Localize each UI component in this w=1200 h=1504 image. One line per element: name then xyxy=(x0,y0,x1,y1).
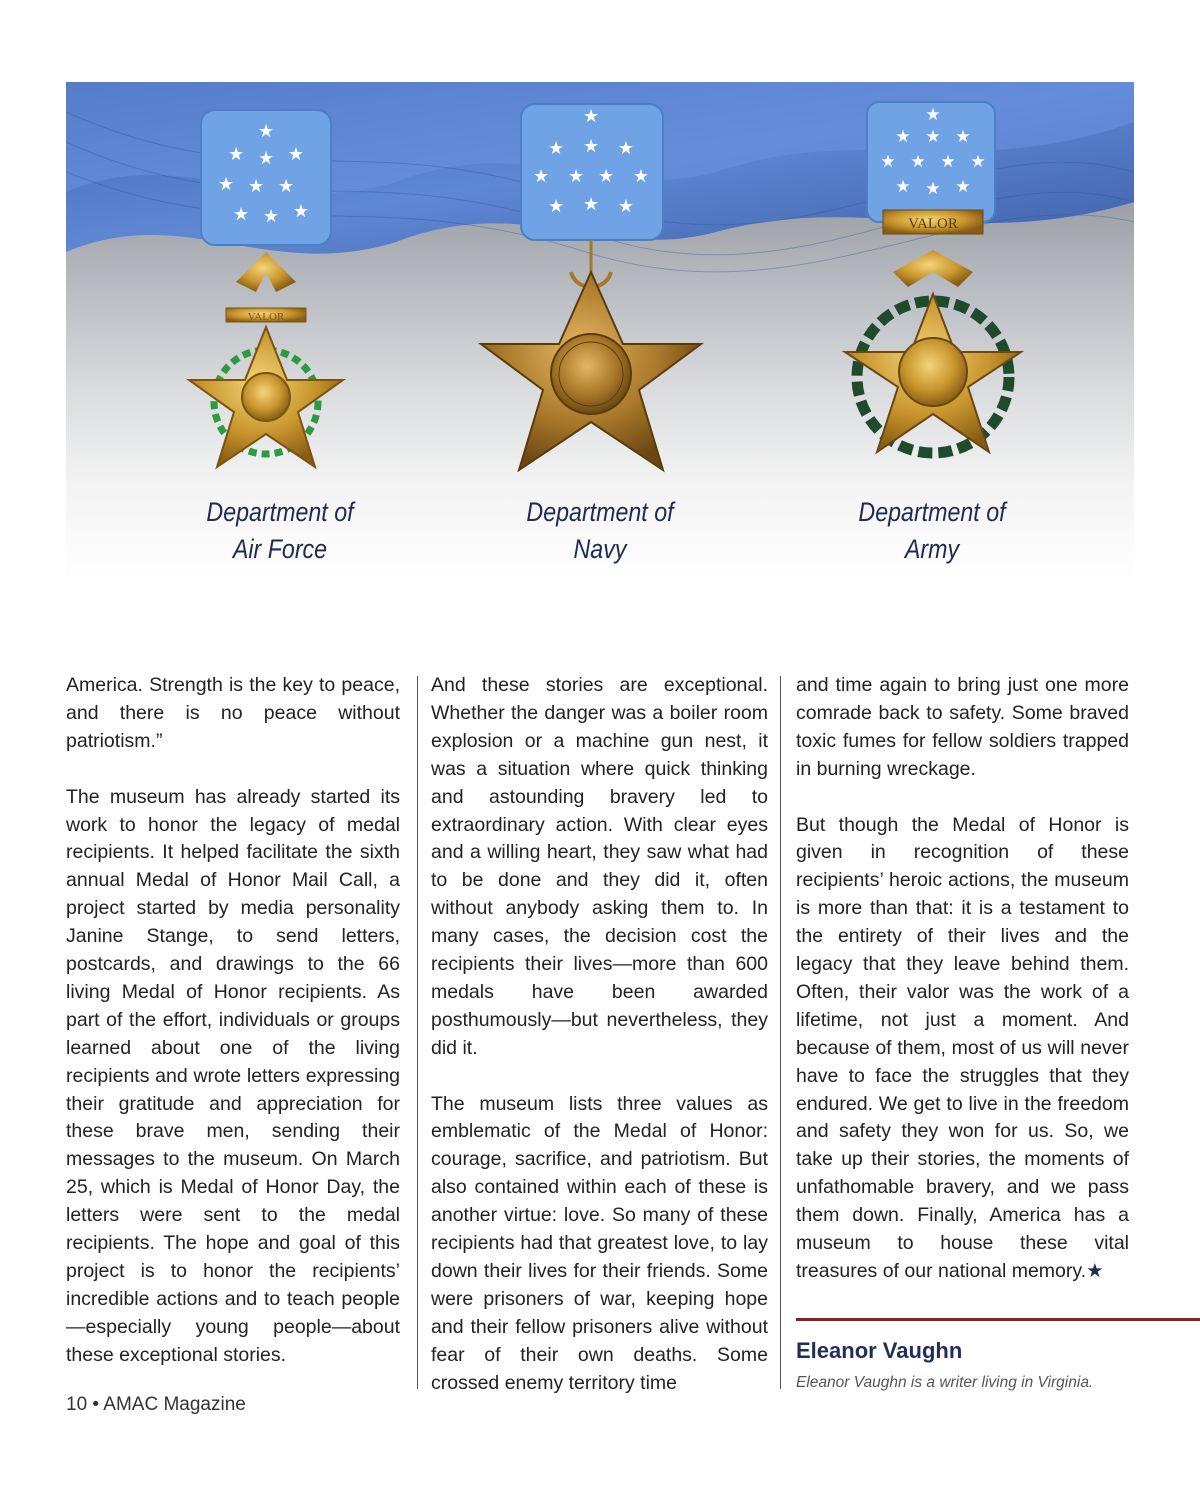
svg-text:★: ★ xyxy=(567,166,585,186)
svg-text:★: ★ xyxy=(617,138,635,158)
paragraph: And these stories are exceptional. Whether the danger was a boiler room explosion or a machine gun nest, it was a situation where quick thinking and astounding bravery led to extraordinary action. With clear eyes and a willing heart, they saw what had to be done and they did it, often without anybody asking them to. In many cases, the decision cost the recipients their lives—more than 600 medals have been awarded posthumously—but nevertheless, they did it. xyxy=(431,674,768,1059)
page-footer: 10 • AMAC Magazine xyxy=(66,1394,246,1415)
army-medal xyxy=(845,102,1021,453)
svg-text:VALOR: VALOR xyxy=(908,216,958,232)
svg-text:★: ★ xyxy=(617,196,635,216)
paragraph: America. Strength is the key to peace, and there is no peace without patriotism.” xyxy=(66,674,400,752)
paragraph: and time again to bring just one more comrade back to safety. Some braved toxic fumes for fellow soldiers trapped in burning wreckage. xyxy=(796,674,1129,780)
svg-text:★: ★ xyxy=(925,179,941,198)
author-name: Eleanor Vaughn xyxy=(796,1338,963,1363)
svg-text:★: ★ xyxy=(895,177,911,196)
column-divider xyxy=(417,676,418,1389)
svg-text:★: ★ xyxy=(532,166,550,186)
svg-text:★: ★ xyxy=(582,106,600,126)
svg-text:★: ★ xyxy=(217,174,235,194)
svg-text:★: ★ xyxy=(925,127,941,146)
svg-text:★: ★ xyxy=(247,176,265,196)
paragraph xyxy=(796,812,1129,1286)
svg-text:★: ★ xyxy=(910,152,926,171)
svg-text:★: ★ xyxy=(940,152,956,171)
author-rule xyxy=(796,1318,1200,1321)
end-star-icon: ★ xyxy=(1086,1260,1104,1283)
svg-text:★: ★ xyxy=(955,127,971,146)
article-column-1 xyxy=(66,672,400,1370)
svg-text:★: ★ xyxy=(970,152,986,171)
caption-navy xyxy=(471,494,729,568)
svg-text:★: ★ xyxy=(547,196,565,216)
svg-text:★: ★ xyxy=(227,144,245,164)
svg-text:VALOR: VALOR xyxy=(247,311,285,323)
caption-army-line1: Department of xyxy=(858,497,1006,527)
paragraph: The museum lists three values as emblematic of the Medal of Honor: courage, sacrifice, and patriotism. But also contained within each of these is another virtue: love. So many of these recipients had that greatest love, to lay down their lives for their friends. Some were prisoners of war, keeping hope and their fellow prisoners alive without fear of their own deaths. Some crossed enemy territory time xyxy=(431,1092,768,1394)
author-bio: Eleanor Vaughn is a writer living in Virginia. xyxy=(796,1374,1094,1391)
caption-air-force-line2: Air Force xyxy=(232,534,328,564)
svg-text:★: ★ xyxy=(277,176,295,196)
final-paragraph-text: But though the Medal of Honor is given in recognition of these recipients’ heroic actions, the museum is more than that: it is a testament to the entirety of their lives and the legacy that they leave behind them. Often, their valor was the work of a lifetime, not just a moment. And because of them, most of us will never have to face the struggles that they endured. We get to live in the freedom and safety they won for us. So, we take up their stories, the moments of unfathomable bravery, and we pass them down. Finally, America has a museum to house these vital treasures of our national memory. xyxy=(796,813,1129,1283)
svg-text:★: ★ xyxy=(582,194,600,214)
paragraph: The museum has already started its work to honor the legacy of medal recipients. It helped facilitate the sixth annual Medal of Honor Mail Call, a project started by media personality Janine Stange, to send letters, postcards, and drawings to the 66 living Medal of Honor recipients. As part of the effort, individuals or groups learned about one of the living recipients and wrote letters expressing their gratitude and appreciation for these brave men, sending their messages to the museum. On March 25, which is Medal of Honor Day, the letters were sent to the medal recipients. The hope and goal of this project is to honor the recipients’ incredible actions and to teach people—especially young people—about these exceptional stories. xyxy=(66,785,400,1366)
svg-text:★: ★ xyxy=(880,152,896,171)
svg-text:★: ★ xyxy=(232,204,250,224)
svg-text:★: ★ xyxy=(632,166,650,186)
svg-text:★: ★ xyxy=(257,148,275,168)
svg-text:★: ★ xyxy=(292,201,310,221)
svg-text:★: ★ xyxy=(582,136,600,156)
caption-navy-line2: Navy xyxy=(573,534,627,564)
svg-text:★: ★ xyxy=(597,166,615,186)
article-column-3 xyxy=(796,672,1129,1286)
svg-text:★: ★ xyxy=(925,105,941,124)
svg-text:★: ★ xyxy=(257,121,275,141)
caption-air-force xyxy=(151,494,409,568)
article-column-2 xyxy=(431,672,768,1398)
svg-text:★: ★ xyxy=(895,127,911,146)
svg-text:★: ★ xyxy=(955,177,971,196)
caption-army xyxy=(803,494,1061,568)
caption-army-line2: Army xyxy=(904,534,960,564)
air-force-medal xyxy=(189,110,343,467)
caption-air-force-line1: Department of xyxy=(206,497,354,527)
svg-text:★: ★ xyxy=(262,206,280,226)
svg-text:★: ★ xyxy=(287,144,305,164)
column-divider xyxy=(780,676,781,1389)
svg-text:★: ★ xyxy=(547,138,565,158)
caption-navy-line1: Department of xyxy=(526,497,674,527)
